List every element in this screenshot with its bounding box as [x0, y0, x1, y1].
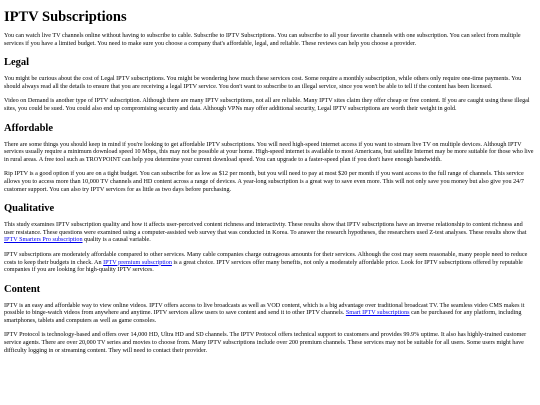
iptv-smarters-pro-link[interactable]: IPTV Smarters Pro subscription — [4, 237, 83, 244]
intro-paragraph: You can watch live TV channels online without having to subscribe to cable. Subscribe to IPTV Subscriptions. You can subscribe to all your favorite channels with one subscription. You can select from multiple services if you have a limited budget. You need to make sure you choose a company that's affordable, legal, and reliable. These reviews can help you choose a provider. — [4, 33, 521, 47]
qualitative-p2-end: is a great choice. IPTV services offer many benefits, not only a moderately affordable price. Look for IPTV subscriptions offered by reputable companies if you are looking for high-quality IPTV services. — [4, 259, 523, 274]
legal-paragraph-1: You might be curious about the cost of Legal IPTV subscriptions. You might be wondering how much these services cost. Some require a monthly subscription, while others only require one-time payments. You should always read all the details to ensure that you are receiving a legal IPTV service. You don't want to subscribe to an illegal service, since you won't be able to tell if the content has been licensed. — [4, 76, 522, 90]
section-heading-content: Content — [4, 283, 41, 295]
content-p1-text: IPTV is an easy and affordable way to view online videos. IPTV offers access to live broadcasts as well as VOD content, which is a big advantage over traditional broadcast TV. The seamless video CMS makes it possible to binge-watch videos from anywhere and anytime. IPTV services allow users to save content and send it to other IPTV channels. — [4, 302, 525, 317]
section-heading-qualitative: Qualitative — [4, 203, 55, 215]
smart-iptv-link[interactable]: Smart IPTV subscriptions — [345, 310, 410, 317]
content-paragraph-2: IPTV Protocol is technology-based and offers over 14,000 HD, Ultra HD and SD channels. The IPTV Protocol offers technical support to customers and provides 99.9% uptime. It also has highly-trained customer service agents. There are over 20,000 TV series and movies to choose from. Many IPTV subscriptions include over 200 premium channels. These services may not be suitable for all users. Some users might have difficulty logging in or streaming content. They will need to contact their provider. — [4, 332, 527, 354]
legal-paragraph-2: Video on Demand is another type of IPTV subscription. Although there are many IPTV subscriptions, not all are reliable. Many IPTV sites claim they offer cheap or free content. If you are caught using these illegal sites, you could be sued. You could also end up compromising security and data. Although VPNs may offer additional security, Legal IPTV subscriptions are worth their weight in gold. — [4, 98, 530, 112]
affordable-paragraph-1: There are some things you should keep in mind if you're looking to get affordable IPTV subscriptions. You will need high-speed internet access if you want to stream live TV on multiple devices. Although IPTV services usually require a minimum download speed 10 Mbps, this may not be possible at your home. High-speed internet is available to most Americans, but satellite Internet may be more suitable for those who live in rural areas. A free tool such as TROYPOINT can help you determine your current download speed. You can upgrade to a faster-speed plan if you don't have enough bandwidth. — [4, 141, 534, 163]
qualitative-paragraph-1 — [4, 222, 534, 245]
qualitative-p1-end: quality is a causal variable. — [82, 237, 151, 244]
content-p1-end: can be purchased for any platform, including smartphones, tablets and computers as well as game consoles. — [4, 310, 522, 324]
page-title: IPTV Subscriptions — [4, 9, 127, 25]
qualitative-paragraph-2 — [4, 252, 534, 275]
qualitative-p1-text: This study examines IPTV subscription quality and how it affects user-perceived content richness and interactivity. These results show that IPTV subscriptions have an inverse relationship to content richness and user resistance. These questions were examined using a computer-assisted web survey that was conducted in Korea. To answer the research hypotheses, the researchers used Z-test analyses. These results show that — [4, 222, 527, 236]
content-paragraph-1 — [4, 303, 534, 326]
section-heading-legal: Legal — [4, 57, 30, 69]
section-heading-affordable: Affordable — [4, 122, 53, 134]
iptv-premium-link[interactable]: IPTV premium subscription — [103, 259, 172, 266]
qualitative-p2-text: IPTV subscriptions are moderately affordable compared to other services. Many cable companies charge outrageous amounts for their services. Although the cost may seem reasonable, many people need to reduce costs to keep their budgets in check. An — [4, 251, 528, 266]
affordable-paragraph-2: Rip IPTV is a good option if you are on a tight budget. You can subscribe for as low as $12 per month, but you will need to pay at most $20 per month if you want access to the full range of channels. This service allows you to access more than 10,000 TV channels and HD content across a range of devices. A year-long subscription is a great way to save even more. This will not only save you money but also give you 24/7 customer support. You can also try IPTV services for as little as two days before purchasing. — [4, 171, 525, 193]
